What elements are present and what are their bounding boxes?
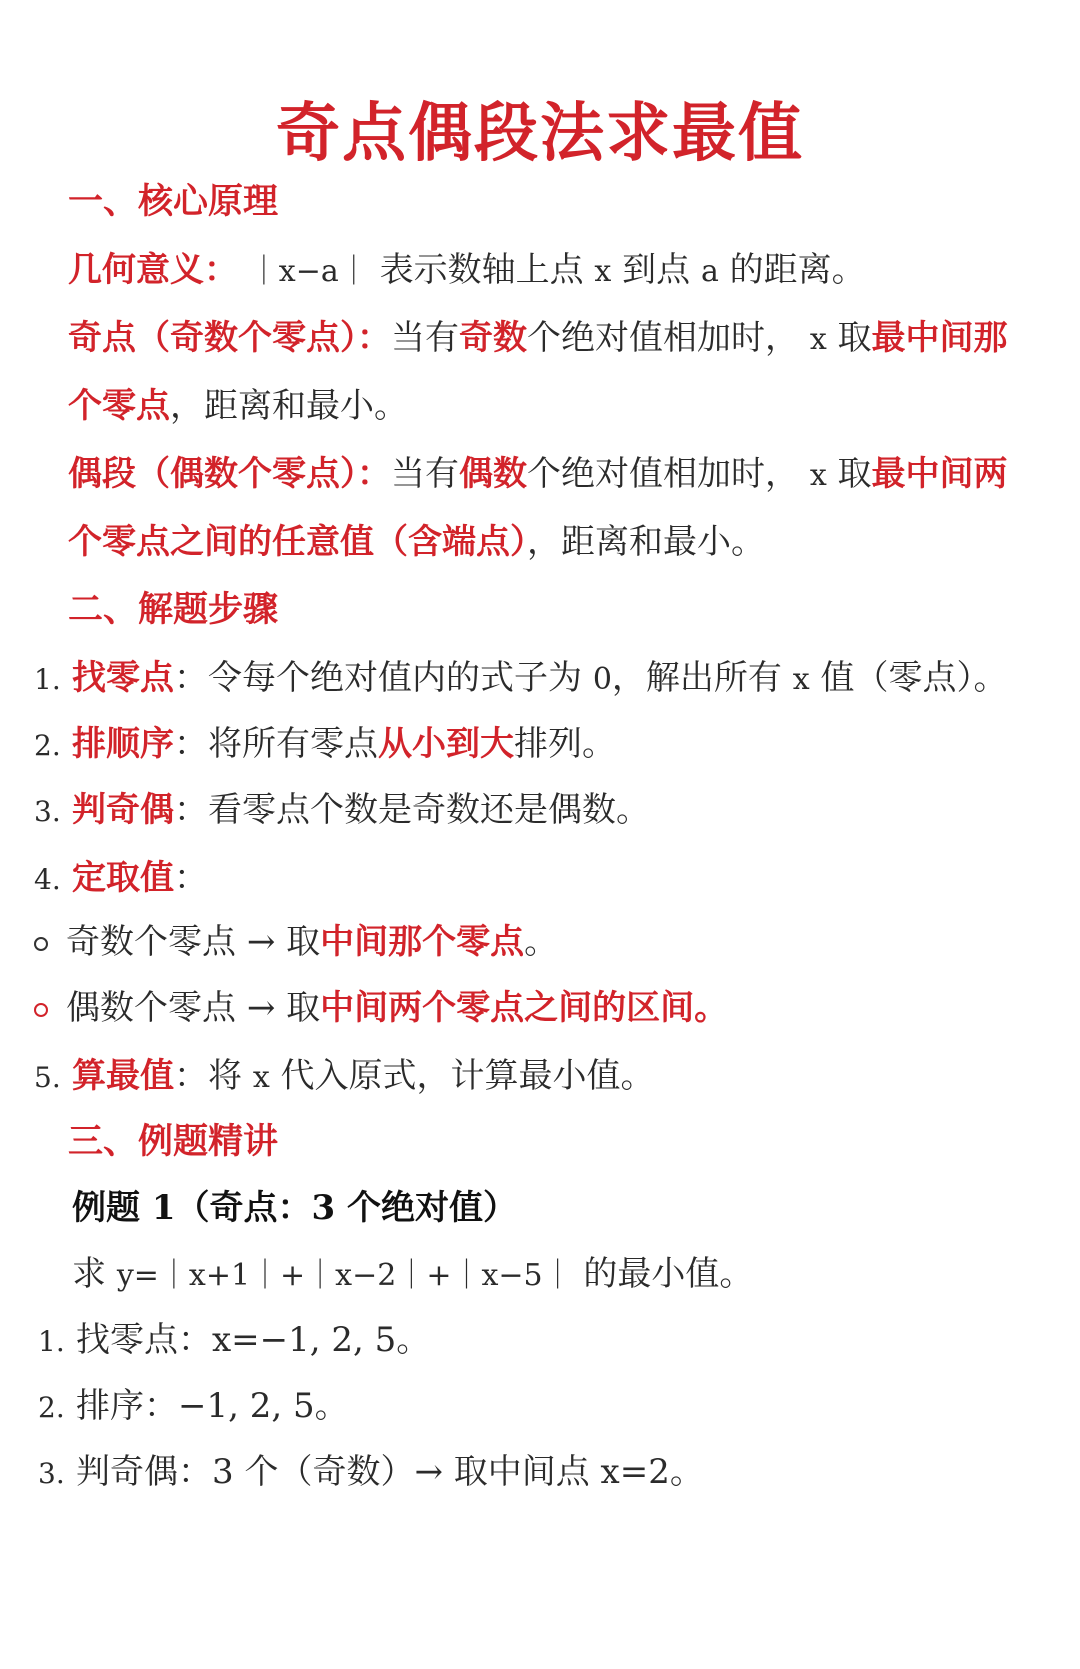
example-step-3 — [38, 1450, 704, 1496]
step-text: 看零点个数是奇数还是偶数。 — [208, 790, 650, 830]
odd-t4: ，距离和最小。 — [170, 386, 408, 426]
zero-value: 0 — [592, 662, 612, 697]
step-number: 3. — [34, 795, 61, 828]
step-text: 将所有零点 — [208, 724, 378, 764]
arrow-right-icon: → — [246, 988, 276, 1028]
step-number: 2. — [34, 729, 61, 762]
step-text: 排序：−1, 2, 5。 — [76, 1386, 349, 1426]
step-label: 算最值 — [72, 1056, 174, 1096]
var-x: x — [594, 254, 612, 289]
step-number: 2. — [38, 1391, 65, 1424]
odd-t1: 当有 — [391, 318, 459, 358]
step-1 — [34, 656, 1007, 702]
var-x: x — [809, 458, 827, 493]
even-t1: 当有 — [391, 454, 459, 494]
even-k2a: 最中间两 — [871, 454, 1008, 494]
odd-t2: 个绝对值相加时， — [527, 318, 799, 358]
step-label: 找零点 — [72, 658, 174, 698]
step-number: 1. — [34, 663, 61, 696]
odd-k1: 奇数 — [459, 318, 527, 358]
step-text: 值（零点）。 — [820, 658, 1008, 698]
example-step-2 — [38, 1384, 349, 1430]
colon: ： — [174, 658, 208, 698]
step-keyword: 从小到大 — [378, 724, 514, 764]
even-t3: 取 — [837, 454, 872, 494]
bullet-even — [34, 986, 728, 1030]
example-problem — [72, 1252, 753, 1298]
bullet-text: 奇数个零点 — [66, 922, 236, 962]
odd-point-line-cont — [68, 384, 408, 428]
colon: ： — [174, 858, 208, 898]
step-text: 找零点：x=−1, 2, 5。 — [76, 1320, 431, 1360]
example-step-1 — [38, 1318, 430, 1364]
section-heading-principle: 一、核心原理 — [68, 181, 279, 222]
bullet-text: 。 — [694, 988, 729, 1028]
geo-text-2: 到点 — [622, 250, 691, 290]
section-heading-examples: 三、例题精讲 — [68, 1121, 279, 1162]
even-k1: 偶数 — [459, 454, 527, 494]
geo-text-1: 表示数轴上点 — [379, 250, 584, 290]
even-segment-line — [68, 452, 1008, 498]
bullet-text: 。 — [524, 922, 559, 962]
odd-point-label: 奇点（奇数个零点）： — [68, 318, 391, 358]
problem-expression: y=｜x+1｜+｜x−2｜+｜x−5｜ — [116, 1258, 573, 1293]
var-x: x — [252, 1060, 270, 1095]
step-5 — [34, 1054, 655, 1100]
problem-text: 求 — [72, 1254, 106, 1294]
step-3 — [34, 788, 650, 834]
geometric-meaning-label: 几何意义： — [68, 250, 238, 290]
odd-k2b: 个零点 — [68, 386, 170, 426]
step-number: 5. — [34, 1061, 61, 1094]
step-number: 4. — [34, 863, 61, 896]
step-number: 3. — [38, 1457, 65, 1490]
var-x: x — [792, 662, 810, 697]
step-text: 将 — [208, 1056, 242, 1096]
bullet-circle-icon — [34, 937, 48, 951]
step-text: 排列。 — [514, 724, 616, 764]
step-label: 排顺序 — [72, 724, 174, 764]
problem-text: 的最小值。 — [583, 1254, 754, 1294]
step-text: ，解出所有 — [611, 658, 782, 698]
step-4 — [34, 856, 208, 902]
var-x: x — [809, 322, 827, 357]
bullet-text: 偶数个零点 — [66, 988, 236, 1028]
even-t4: ，距离和最小。 — [527, 522, 765, 562]
step-text: 判奇偶：3 个（奇数）→ 取中间点 x=2。 — [76, 1452, 704, 1492]
even-segment-label: 偶段（偶数个零点）： — [68, 454, 391, 494]
odd-t3: 取 — [837, 318, 872, 358]
step-label: 定取值 — [72, 858, 174, 898]
bullet-circle-icon — [34, 1003, 48, 1017]
odd-point-line — [68, 316, 1008, 362]
abs-expression: ｜x−a｜ — [248, 254, 369, 289]
section-heading-steps: 二、解题步骤 — [68, 589, 279, 630]
even-t2: 个绝对值相加时， — [527, 454, 799, 494]
step-text: 令每个绝对值内的式子为 — [208, 658, 582, 698]
bullet-text: 取 — [286, 922, 321, 962]
bullet-text: 取 — [286, 988, 321, 1028]
bullet-keyword: 中间那个零点 — [320, 922, 525, 962]
colon: ： — [174, 1056, 208, 1096]
colon: ： — [174, 724, 208, 764]
step-label: 判奇偶 — [72, 790, 174, 830]
page-title: 奇点偶段法求最值 — [276, 96, 804, 171]
colon: ： — [174, 790, 208, 830]
step-text: 代入原式，计算最小值。 — [280, 1056, 655, 1096]
even-segment-line-cont — [68, 520, 765, 564]
geometric-meaning-line — [68, 248, 866, 294]
var-a: a — [700, 254, 719, 289]
arrow-right-icon: → — [246, 922, 276, 962]
bullet-odd — [34, 920, 558, 964]
step-2 — [34, 722, 616, 768]
example-title: 例题 1（奇点：3 个绝对值） — [72, 1188, 517, 1228]
geo-text-3: 的距离。 — [729, 250, 866, 290]
even-k2b: 个零点之间的任意值（含端点） — [68, 522, 527, 562]
bullet-keyword: 中间两个零点之间的区间 — [320, 988, 695, 1028]
step-number: 1. — [38, 1325, 65, 1358]
odd-k2a: 最中间那 — [871, 318, 1008, 358]
